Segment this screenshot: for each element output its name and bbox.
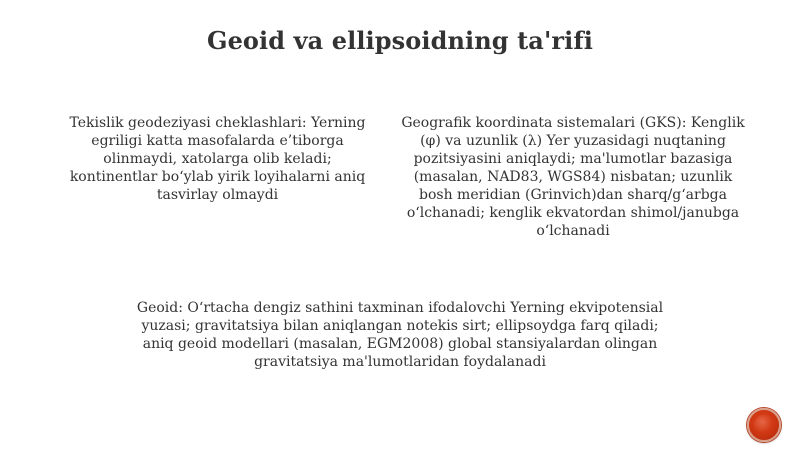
next-slide-button[interactable]	[747, 408, 781, 442]
text-block-geographic-coordinate-systems: Geografik koordinata sistemalari (GKS): Kenglik (φ) va uzunlik (λ) Yer yuzasidagi nuqtaning pozitsiyasini aniqlaydi; ma'lumotlar bazasiga (masalan, NAD83, WGS84) nisbatan; uzunlik bosh meridian (Grinvich)dan sharq/g‘arbga o‘lchanadi; kenglik ekvatordan shimol/janubga o‘lchanadi	[401, 115, 745, 239]
text-block-plane-surveying-limits: Tekislik geodeziyasi cheklashlari: Yerning egriligi katta masofalarda e’tiborga olinmaydi, xatolarga olib keladi; kontinentlar bo‘ylab yirik loyihalarni aniq tasvirlay olmaydi	[69, 115, 366, 203]
slide-title: Geoid va ellipsoidning ta'rifi	[206, 26, 594, 55]
text-block-geoid-definition: Geoid: O‘rtacha dengiz sathini taxminan ifodalovchi Yerning ekvipotensial yuzasi; gravitatsiya bilan aniqlangan notekis sirt; ellipsoydga farq qiladi; aniq geoid modellari (masalan, EGM2008) global stansiyalardan olingan gravitatsiya ma'lumotlaridan foydalanadi	[136, 300, 664, 370]
